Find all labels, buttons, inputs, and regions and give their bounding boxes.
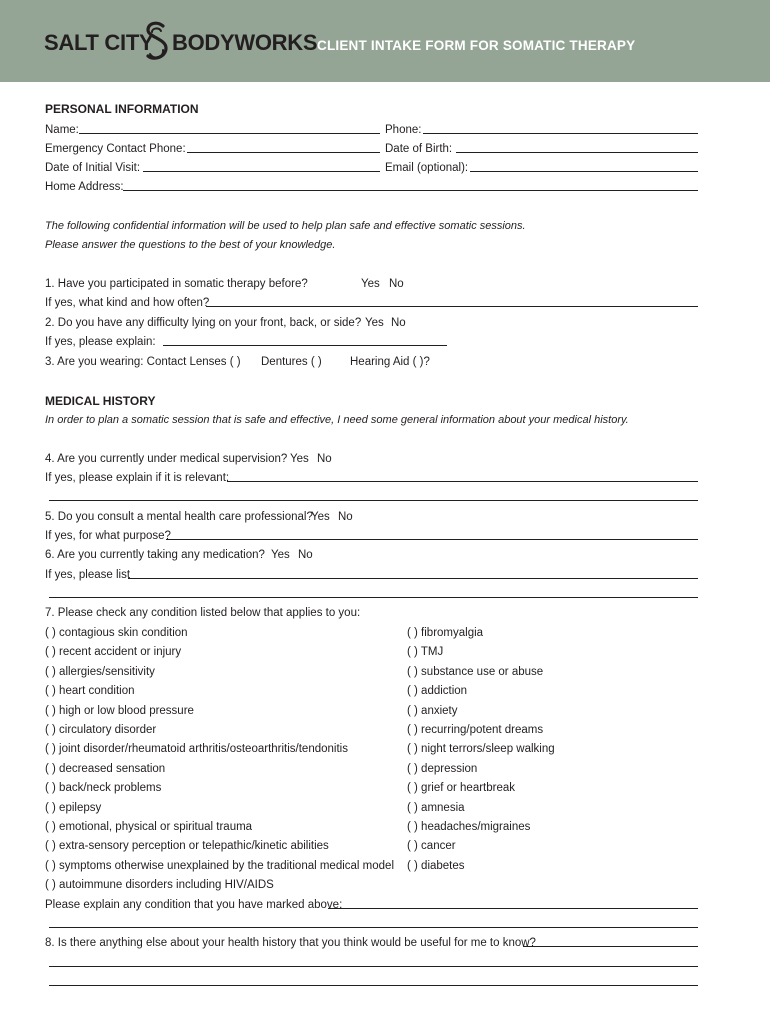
medical-history-heading: MEDICAL HISTORY	[45, 394, 156, 408]
q5-no-option[interactable]: No	[338, 511, 353, 523]
dob-field[interactable]	[456, 152, 698, 153]
q2-followup-label: If yes, please explain:	[45, 336, 156, 348]
q7-explain-label: Please explain any condition that you have marked above:	[45, 899, 343, 911]
q7-text: 7. Please check any condition listed below that applies to you:	[45, 607, 361, 619]
condition-left-item[interactable]: ( ) contagious skin condition	[45, 627, 188, 639]
condition-left-item[interactable]: ( ) allergies/sensitivity	[45, 666, 155, 678]
medical-history-intro: In order to plan a somatic session that is safe and effective, I need some general information about your medical history.	[45, 414, 629, 426]
personal-info-heading: PERSONAL INFORMATION	[45, 102, 199, 116]
home-address-field[interactable]	[123, 190, 698, 191]
q2-yes-option[interactable]: Yes	[365, 317, 384, 329]
q8-text: 8. Is there anything else about your health history that you think would be useful for me to know?	[45, 937, 536, 949]
condition-right-item[interactable]: ( ) cancer	[407, 840, 456, 852]
condition-left-item[interactable]: ( ) symptoms otherwise unexplained by the traditional medical model	[45, 860, 394, 872]
email-field[interactable]	[470, 171, 698, 172]
condition-right-item[interactable]: ( ) fibromyalgia	[407, 627, 484, 639]
condition-left-item[interactable]: ( ) epilepsy	[45, 802, 102, 814]
q5-followup-label: If yes, for what purpose?	[45, 530, 171, 542]
condition-left-item[interactable]: ( ) heart condition	[45, 685, 135, 697]
q4-yes-option[interactable]: Yes	[290, 453, 309, 465]
q6-text: 6. Are you currently taking any medication?	[45, 549, 265, 561]
q8-answer-field-2[interactable]	[49, 966, 698, 967]
condition-left-item[interactable]: ( ) joint disorder/rheumatoid arthritis/osteoarthritis/tendonitis	[45, 743, 348, 755]
q6-yes-option[interactable]: Yes	[271, 549, 290, 561]
q2-text: 2. Do you have any difficulty lying on your front, back, or side?	[45, 317, 362, 329]
condition-left-item[interactable]: ( ) high or low blood pressure	[45, 705, 194, 717]
condition-right-item[interactable]: ( ) night terrors/sleep walking	[407, 743, 555, 755]
condition-left-item[interactable]: ( ) decreased sensation	[45, 763, 166, 775]
condition-right-item[interactable]: ( ) diabetes	[407, 860, 465, 872]
phone-field[interactable]	[423, 133, 698, 134]
q1-followup-field[interactable]	[206, 306, 698, 307]
logo-text-bodyworks: BODYWORKS	[172, 30, 318, 55]
logo-text-salt-city: SALT CITY	[44, 30, 154, 55]
condition-right-item[interactable]: ( ) amnesia	[407, 802, 465, 814]
condition-left-item[interactable]: ( ) back/neck problems	[45, 782, 162, 794]
q6-followup-field-2[interactable]	[49, 597, 698, 598]
condition-right-item[interactable]: ( ) depression	[407, 763, 478, 775]
q3-contact-lenses[interactable]: 3. Are you wearing: Contact Lenses ( )	[45, 356, 241, 368]
q5-followup-field[interactable]	[166, 539, 698, 540]
form-header	[0, 0, 770, 82]
condition-right-item[interactable]: ( ) recurring/potent dreams	[407, 724, 544, 736]
q2-no-option[interactable]: No	[391, 317, 406, 329]
q4-followup-label: If yes, please explain if it is relevant:	[45, 472, 230, 484]
condition-right-item[interactable]: ( ) substance use or abuse	[407, 666, 544, 678]
q5-yes-option[interactable]: Yes	[311, 511, 330, 523]
initial-visit-label: Date of Initial Visit:	[45, 162, 141, 174]
form-title: CLIENT INTAKE FORM FOR SOMATIC THERAPY	[317, 38, 636, 53]
q8-answer-field[interactable]	[523, 946, 698, 947]
q6-no-option[interactable]: No	[298, 549, 313, 561]
q3-hearing-aid[interactable]: Hearing Aid ( )?	[350, 356, 430, 368]
q7-explain-field[interactable]	[328, 908, 698, 909]
emergency-contact-field[interactable]	[187, 152, 380, 153]
q1-no-option[interactable]: No	[389, 278, 404, 290]
condition-left-item[interactable]: ( ) recent accident or injury	[45, 646, 182, 658]
q4-followup-field[interactable]	[227, 481, 698, 482]
q4-followup-field-2[interactable]	[49, 500, 698, 501]
intro-line-2: Please answer the questions to the best of your knowledge.	[45, 239, 336, 251]
q5-text: 5. Do you consult a mental health care professional?	[45, 511, 313, 523]
name-label: Name:	[45, 124, 79, 136]
q1-yes-option[interactable]: Yes	[361, 278, 380, 290]
q7-explain-field-2[interactable]	[49, 927, 698, 928]
email-label: Email (optional):	[385, 162, 469, 174]
q4-no-option[interactable]: No	[317, 453, 332, 465]
emergency-contact-label: Emergency Contact Phone:	[45, 143, 186, 155]
condition-left-item[interactable]: ( ) autoimmune disorders including HIV/AIDS	[45, 879, 274, 891]
q1-followup-label: If yes, what kind and how often?	[45, 297, 210, 309]
condition-right-item[interactable]: ( ) grief or heartbreak	[407, 782, 516, 794]
condition-right-item[interactable]: ( ) anxiety	[407, 705, 458, 717]
initial-visit-field[interactable]	[143, 171, 380, 172]
condition-right-item[interactable]: ( ) addiction	[407, 685, 468, 697]
dob-label: Date of Birth:	[385, 143, 453, 155]
q3-dentures[interactable]: Dentures ( )	[261, 356, 322, 368]
condition-right-item[interactable]: ( ) TMJ	[407, 646, 444, 658]
s-monogram-icon	[142, 20, 172, 66]
condition-left-item[interactable]: ( ) circulatory disorder	[45, 724, 157, 736]
q6-followup-field[interactable]	[128, 578, 698, 579]
phone-label: Phone:	[385, 124, 422, 136]
q4-text: 4. Are you currently under medical supervision?	[45, 453, 288, 465]
q1-text: 1. Have you participated in somatic therapy before?	[45, 278, 308, 290]
condition-right-item[interactable]: ( ) headaches/migraines	[407, 821, 531, 833]
q6-followup-label: If yes, please list	[45, 569, 131, 581]
intro-line-1: The following confidential information will be used to help plan safe and effective somatic sessions.	[45, 220, 526, 232]
condition-left-item[interactable]: ( ) extra-sensory perception or telepathic/kinetic abilities	[45, 840, 329, 852]
q8-answer-field-3[interactable]	[49, 985, 698, 986]
condition-left-item[interactable]: ( ) emotional, physical or spiritual trauma	[45, 821, 253, 833]
name-field[interactable]	[79, 133, 380, 134]
home-address-label: Home Address:	[45, 181, 124, 193]
q2-followup-field[interactable]	[163, 345, 447, 346]
